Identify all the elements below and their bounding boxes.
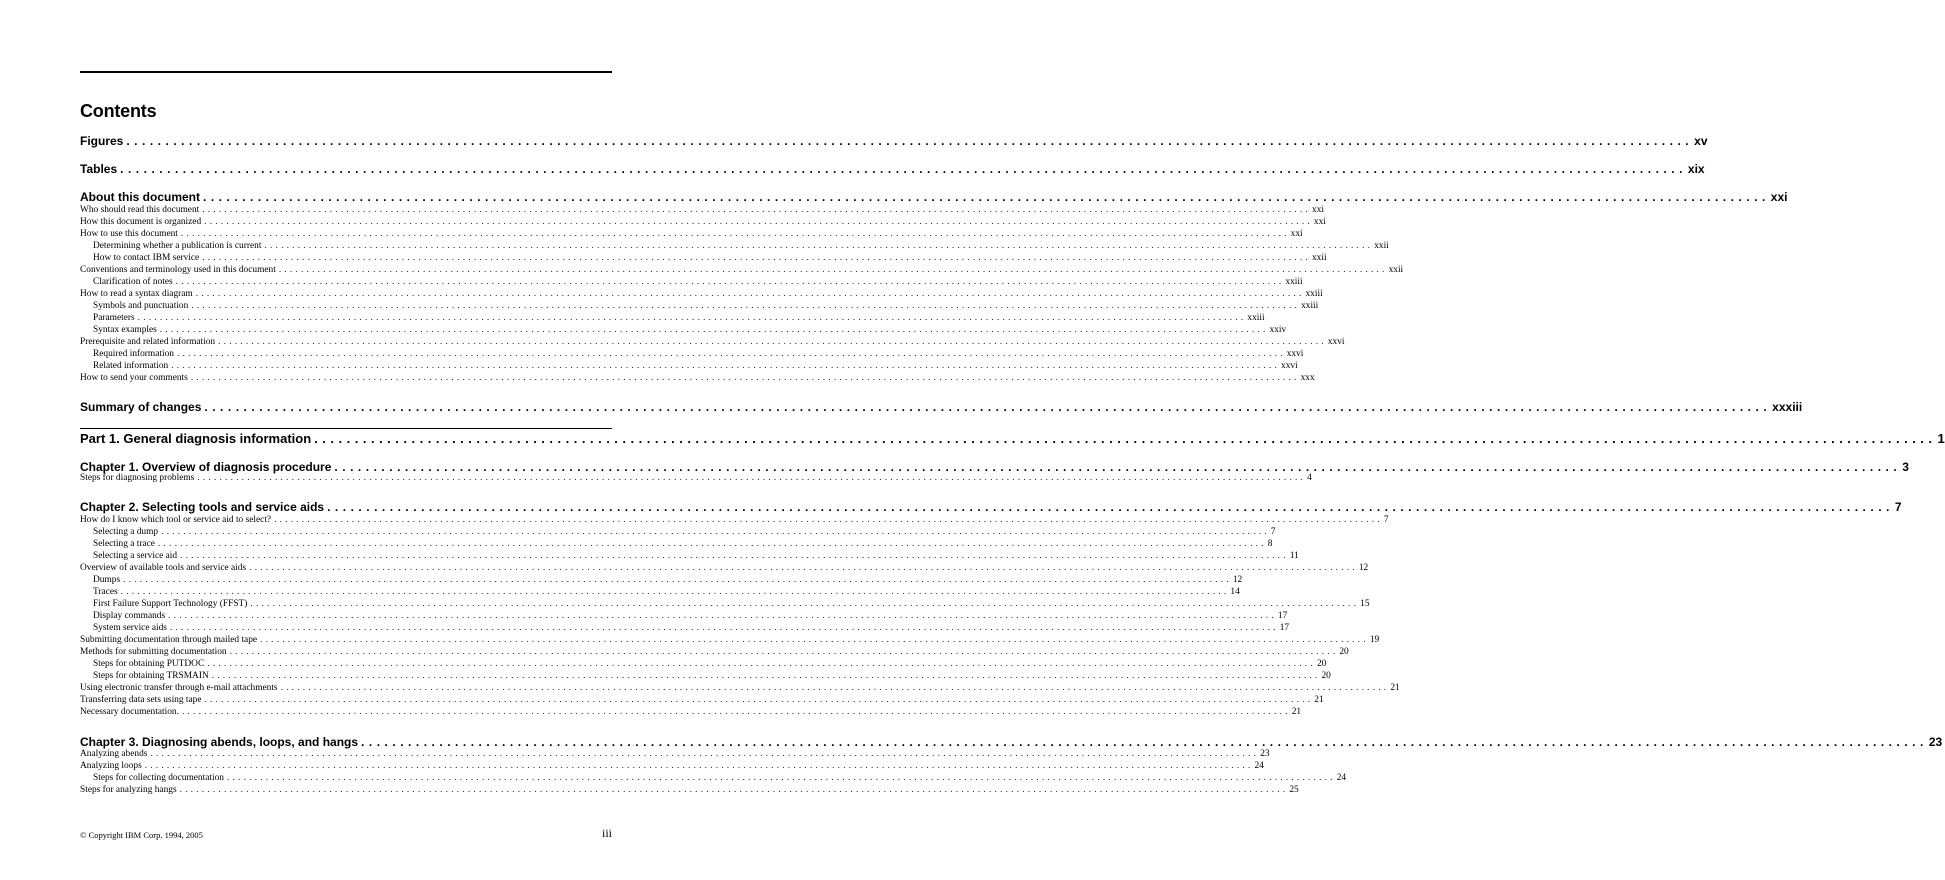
toc-entry-title: Tables — [80, 162, 118, 176]
toc-entry-page: xxvi — [1286, 349, 1304, 359]
toc-entry-title: Steps for analyzing hangs — [80, 785, 177, 795]
toc-entry-title: Display commands — [93, 611, 166, 621]
toc-entry-page: xxiii — [1285, 277, 1303, 287]
toc-entry-title: Steps for collecting documentation — [93, 773, 224, 783]
page-title: Contents — [80, 101, 157, 121]
toc-entry[interactable] — [80, 216, 1326, 228]
toc-chapter-entry[interactable] — [80, 189, 1788, 205]
toc-dot-leader: ........................................................................................................................................................................................................ — [120, 162, 1687, 176]
toc-entry-page: xxvi — [1327, 337, 1345, 347]
toc-entry[interactable] — [80, 264, 1404, 276]
toc-entry-page: 23 — [1260, 749, 1270, 759]
toc-entry-page: xxii — [1388, 265, 1404, 275]
toc-entry-page: 20 — [1321, 671, 1331, 681]
toc-dot-leader: ........................................................................................................................................................................................................ — [327, 500, 1894, 514]
toc-dot-leader: ........................................................................................................................................................................................................ — [144, 761, 1254, 771]
toc-entry[interactable] — [93, 622, 1290, 634]
toc-entry-title: Determining whether a publication is current — [93, 241, 262, 251]
toc-entry-title: How to contact IBM service — [93, 253, 200, 263]
toc-dot-leader: ........................................................................................................................................................................................................ — [250, 599, 1360, 609]
toc-entry[interactable] — [93, 324, 1287, 336]
toc-dot-leader: ........................................................................................................................................................................................................ — [280, 683, 1390, 693]
toc-entry[interactable] — [80, 694, 1324, 706]
toc-entry-title: Syntax examples — [93, 325, 157, 335]
toc-dot-leader: ........................................................................................................................................................................................................ — [204, 400, 1772, 414]
toc-entry-page: xxi — [1290, 229, 1303, 239]
toc-entry-title: Symbols and punctuation — [93, 301, 189, 311]
toc-entry-title: Part 1. General diagnosis information — [80, 431, 312, 446]
toc-entry-page: 20 — [1339, 647, 1349, 657]
toc-entry-title: Conventions and terminology used in this document — [80, 265, 276, 275]
toc-entry-title: Parameters — [93, 313, 135, 323]
toc-entry[interactable] — [80, 682, 1400, 694]
toc-entry-page: 17 — [1279, 623, 1290, 633]
toc-entry-title: How to send your comments — [80, 373, 188, 383]
toc-dot-leader: ........................................................................................................................................................................................................ — [179, 785, 1289, 795]
toc-dot-leader: ........................................................................................................................................................................................................ — [169, 623, 1279, 633]
toc-entry-title: Analyzing abends — [80, 749, 148, 759]
toc-entry-page: xxvi — [1281, 361, 1298, 371]
toc-entry[interactable] — [93, 360, 1298, 372]
toc-dot-leader: ........................................................................................................................................................................................................ — [260, 635, 1369, 645]
page-number: iii — [601, 826, 612, 840]
toc-entry[interactable] — [93, 538, 1273, 550]
toc-part-entry[interactable] — [80, 430, 1945, 448]
toc-dot-leader: ........................................................................................................................................................................................................ — [203, 190, 1770, 204]
toc-entry[interactable] — [80, 748, 1270, 760]
toc-entry-title: System service aids — [93, 623, 167, 633]
toc-entry[interactable] — [80, 706, 1302, 718]
toc-entry-title: Selecting a trace — [93, 539, 155, 549]
toc-entry[interactable] — [80, 472, 1312, 484]
toc-entry-page: 12 — [1358, 563, 1369, 573]
toc-entry-page: xxiii — [1301, 301, 1319, 311]
toc-entry-title: Steps for diagnosing problems — [80, 473, 195, 483]
toc-entry-title: Summary of changes — [80, 400, 202, 414]
toc-entry-title: About this document — [80, 190, 200, 204]
toc-entry[interactable] — [80, 372, 1315, 384]
toc-entry-page: 8 — [1267, 539, 1273, 549]
toc-entry[interactable] — [80, 514, 1389, 526]
toc-entry-title: Clarification of notes — [93, 277, 173, 287]
toc-entry[interactable] — [93, 670, 1331, 682]
toc-dot-leader: ........................................................................................................................................................................................................ — [195, 289, 1305, 299]
toc-dot-leader: ........................................................................................................................................................................................................ — [159, 325, 1269, 335]
toc-entry-page: 19 — [1369, 635, 1380, 645]
toc-dot-leader: ........................................................................................................................................................................................................ — [218, 337, 1327, 347]
toc-chapter-entry[interactable] — [80, 133, 1708, 149]
toc-dot-leader: ........................................................................................................................................................................................................ — [157, 539, 1267, 549]
toc-dot-leader: ........................................................................................................................................................................................................ — [226, 773, 1336, 783]
toc-dot-leader: ........................................................................................................................................................................................................ — [334, 460, 1902, 474]
toc-entry-title: Dumps — [93, 575, 121, 585]
toc-entry[interactable] — [93, 276, 1303, 288]
toc-entry-page: 1 — [1937, 431, 1945, 446]
toc-entry[interactable] — [93, 240, 1389, 252]
toc-entry-page: xxii — [1374, 241, 1389, 251]
toc-dot-leader: ........................................................................................................................................................................................................ — [197, 473, 1307, 483]
toc-entry-page: xxiii — [1305, 289, 1323, 299]
toc-dot-leader: ........................................................................................................................................................................................................ — [191, 301, 1301, 311]
toc-entry-page: xxxiii — [1772, 400, 1803, 414]
toc-chapter-entry[interactable] — [80, 399, 1803, 415]
toc-entry-title: Chapter 1. Overview of diagnosis procedure — [80, 460, 332, 474]
toc-entry-title: Prerequisite and related information — [80, 337, 216, 347]
toc-entry-title: First Failure Support Technology (FFST) — [93, 599, 248, 609]
toc-entry-page: 21 — [1291, 707, 1302, 717]
toc-dot-leader: ........................................................................................................................................................................................................ — [171, 361, 1280, 371]
toc-chapter-entry[interactable] — [80, 499, 1902, 515]
toc-entry-page: xxi — [1313, 217, 1326, 227]
toc-dot-leader: ........................................................................................................................................................................................................ — [361, 735, 1928, 749]
toc-entry-page: 11 — [1289, 551, 1299, 561]
toc-entry[interactable] — [93, 586, 1240, 598]
toc-entry[interactable] — [93, 550, 1299, 562]
toc-entry-title: Traces — [93, 587, 118, 597]
toc-entry-page: 15 — [1360, 599, 1370, 609]
toc-entry-title: Submitting documentation through mailed tape — [80, 635, 258, 645]
toc-dot-leader: ........................................................................................................................................................................................................ — [175, 277, 1285, 287]
toc-entry-title: Steps for obtaining PUTDOC — [93, 659, 205, 669]
toc-entry-page: 3 — [1902, 460, 1909, 474]
toc-entry[interactable] — [93, 610, 1288, 622]
toc-entry-page: 7 — [1383, 515, 1389, 525]
toc-dot-leader: ........................................................................................................................................................................................................ — [249, 563, 1358, 573]
toc-entry-page: 7 — [1270, 527, 1276, 537]
toc-entry[interactable] — [93, 772, 1347, 784]
toc-dot-leader: ........................................................................................................................................................................................................ — [204, 217, 1313, 227]
toc-entry-title: Analyzing loops — [80, 761, 142, 771]
toc-dot-leader: ........................................................................................................................................................................................................ — [274, 515, 1383, 525]
toc-chapter-entry[interactable] — [80, 161, 1705, 177]
toc-entry-title: Selecting a dump — [93, 527, 159, 537]
toc-entry[interactable] — [93, 574, 1243, 586]
toc-dot-leader: ........................................................................................................................................................................................................ — [180, 229, 1290, 239]
toc-dot-leader: ........................................................................................................................................................................................................ — [180, 551, 1289, 561]
toc-entry-page: 12 — [1232, 575, 1243, 585]
toc-entry[interactable] — [93, 348, 1304, 360]
toc-dot-leader: ........................................................................................................................................................................................................ — [123, 575, 1232, 585]
toc-entry[interactable] — [80, 634, 1380, 646]
toc-entry-page: 25 — [1289, 785, 1299, 795]
toc-entry-title: Related information — [93, 361, 169, 371]
toc-dot-leader: ........................................................................................................................................................................................................ — [168, 611, 1277, 621]
toc-dot-leader: ........................................................................................................................................................................................................ — [181, 707, 1291, 717]
toc-entry-page: 24 — [1336, 773, 1347, 783]
toc-entry[interactable] — [93, 300, 1319, 312]
toc-entry[interactable] — [93, 598, 1370, 610]
toc-entry-page: 4 — [1307, 473, 1312, 483]
toc-dot-leader: ........................................................................................................................................................................................................ — [207, 659, 1316, 669]
toc-entry-title: Using electronic transfer through e-mail attachments — [80, 683, 278, 693]
toc-entry[interactable] — [80, 228, 1303, 240]
toc-entry-title: How to use this document — [80, 229, 178, 239]
toc-dot-leader: ........................................................................................................................................................................................................ — [126, 134, 1694, 148]
toc-dot-leader: ........................................................................................................................................................................................................ — [211, 671, 1321, 681]
toc-dot-leader: ........................................................................................................................................................................................................ — [137, 313, 1247, 323]
toc-entry-page: 21 — [1314, 695, 1324, 705]
toc-entry[interactable] — [80, 784, 1299, 796]
toc-dot-leader: ........................................................................................................................................................................................................ — [202, 205, 1311, 215]
toc-dot-leader: ........................................................................................................................................................................................................ — [150, 749, 1260, 759]
toc-entry-page: xxi — [1312, 205, 1324, 215]
part-rule — [80, 428, 612, 429]
toc-entry-page: 7 — [1894, 500, 1902, 514]
toc-entry-title: Steps for obtaining TRSMAIN — [93, 671, 209, 681]
toc-entry-title: Methods for submitting documentation — [80, 647, 227, 657]
toc-dot-leader: ........................................................................................................................................................................................................ — [202, 253, 1311, 263]
toc-entry-page: xxiv — [1269, 325, 1287, 335]
toc-entry-page: xv — [1694, 134, 1708, 148]
toc-entry[interactable] — [93, 312, 1265, 324]
toc-entry[interactable] — [93, 252, 1327, 264]
copyright-notice: © Copyright IBM Corp. 1994, 2005 — [80, 830, 203, 840]
toc-entry-page: 20 — [1316, 659, 1327, 669]
toc-entry-page: xxi — [1770, 190, 1788, 204]
toc-dot-leader: ........................................................................................................................................................................................................ — [314, 431, 1937, 446]
toc-entry-title: Transferring data sets using tape — [80, 695, 202, 705]
toc-dot-leader: ........................................................................................................................................................................................................ — [264, 241, 1374, 251]
toc-dot-leader: ........................................................................................................................................................................................................ — [204, 695, 1314, 705]
toc-dot-leader: ........................................................................................................................................................................................................ — [229, 647, 1339, 657]
toc-dot-leader: ........................................................................................................................................................................................................ — [190, 373, 1300, 383]
toc-dot-leader: ........................................................................................................................................................................................................ — [278, 265, 1388, 275]
toc-entry-title: Chapter 2. Selecting tools and service aids — [80, 500, 325, 514]
toc-entry-page: 24 — [1254, 761, 1264, 771]
toc-entry[interactable] — [93, 526, 1276, 538]
toc-entry-title: Selecting a service aid — [93, 551, 178, 561]
toc-entry-page: 14 — [1230, 587, 1240, 597]
toc-entry[interactable] — [80, 336, 1345, 348]
toc-entry-title: How to read a syntax diagram — [80, 289, 193, 299]
toc-dot-leader: ........................................................................................................................................................................................................ — [161, 527, 1270, 537]
toc-entry-title: Overview of available tools and service aids — [80, 563, 247, 573]
toc-entry-page: xix — [1687, 162, 1705, 176]
toc-entry-title: Necessary documentation. — [80, 707, 179, 717]
toc-entry-title: How do I know which tool or service aid to select? — [80, 515, 272, 525]
toc-entry-title: Who should read this document — [80, 205, 200, 215]
toc-dot-leader: ........................................................................................................................................................................................................ — [176, 349, 1286, 359]
toc-entry[interactable] — [80, 288, 1323, 300]
toc-entry-page: xxx — [1300, 373, 1315, 383]
toc-entry[interactable] — [80, 760, 1264, 772]
top-rule — [80, 71, 612, 73]
toc-entry[interactable] — [93, 658, 1327, 670]
toc-entry-page: 17 — [1277, 611, 1288, 621]
toc-entry-title: Required information — [93, 349, 174, 359]
toc-entry[interactable] — [80, 204, 1324, 216]
toc-entry[interactable] — [80, 646, 1349, 658]
toc-entry-page: xxii — [1311, 253, 1327, 263]
toc-entry-page: 21 — [1390, 683, 1400, 693]
toc-entry-page: 23 — [1928, 735, 1943, 749]
toc-entry-title: How this document is organized — [80, 217, 202, 227]
toc-entry-page: xxiii — [1247, 313, 1265, 323]
toc-entry-title: Figures — [80, 134, 124, 148]
toc-dot-leader: ........................................................................................................................................................................................................ — [120, 587, 1230, 597]
toc-entry[interactable] — [80, 562, 1369, 574]
toc-entry-title: Chapter 3. Diagnosing abends, loops, and hangs — [80, 735, 359, 749]
